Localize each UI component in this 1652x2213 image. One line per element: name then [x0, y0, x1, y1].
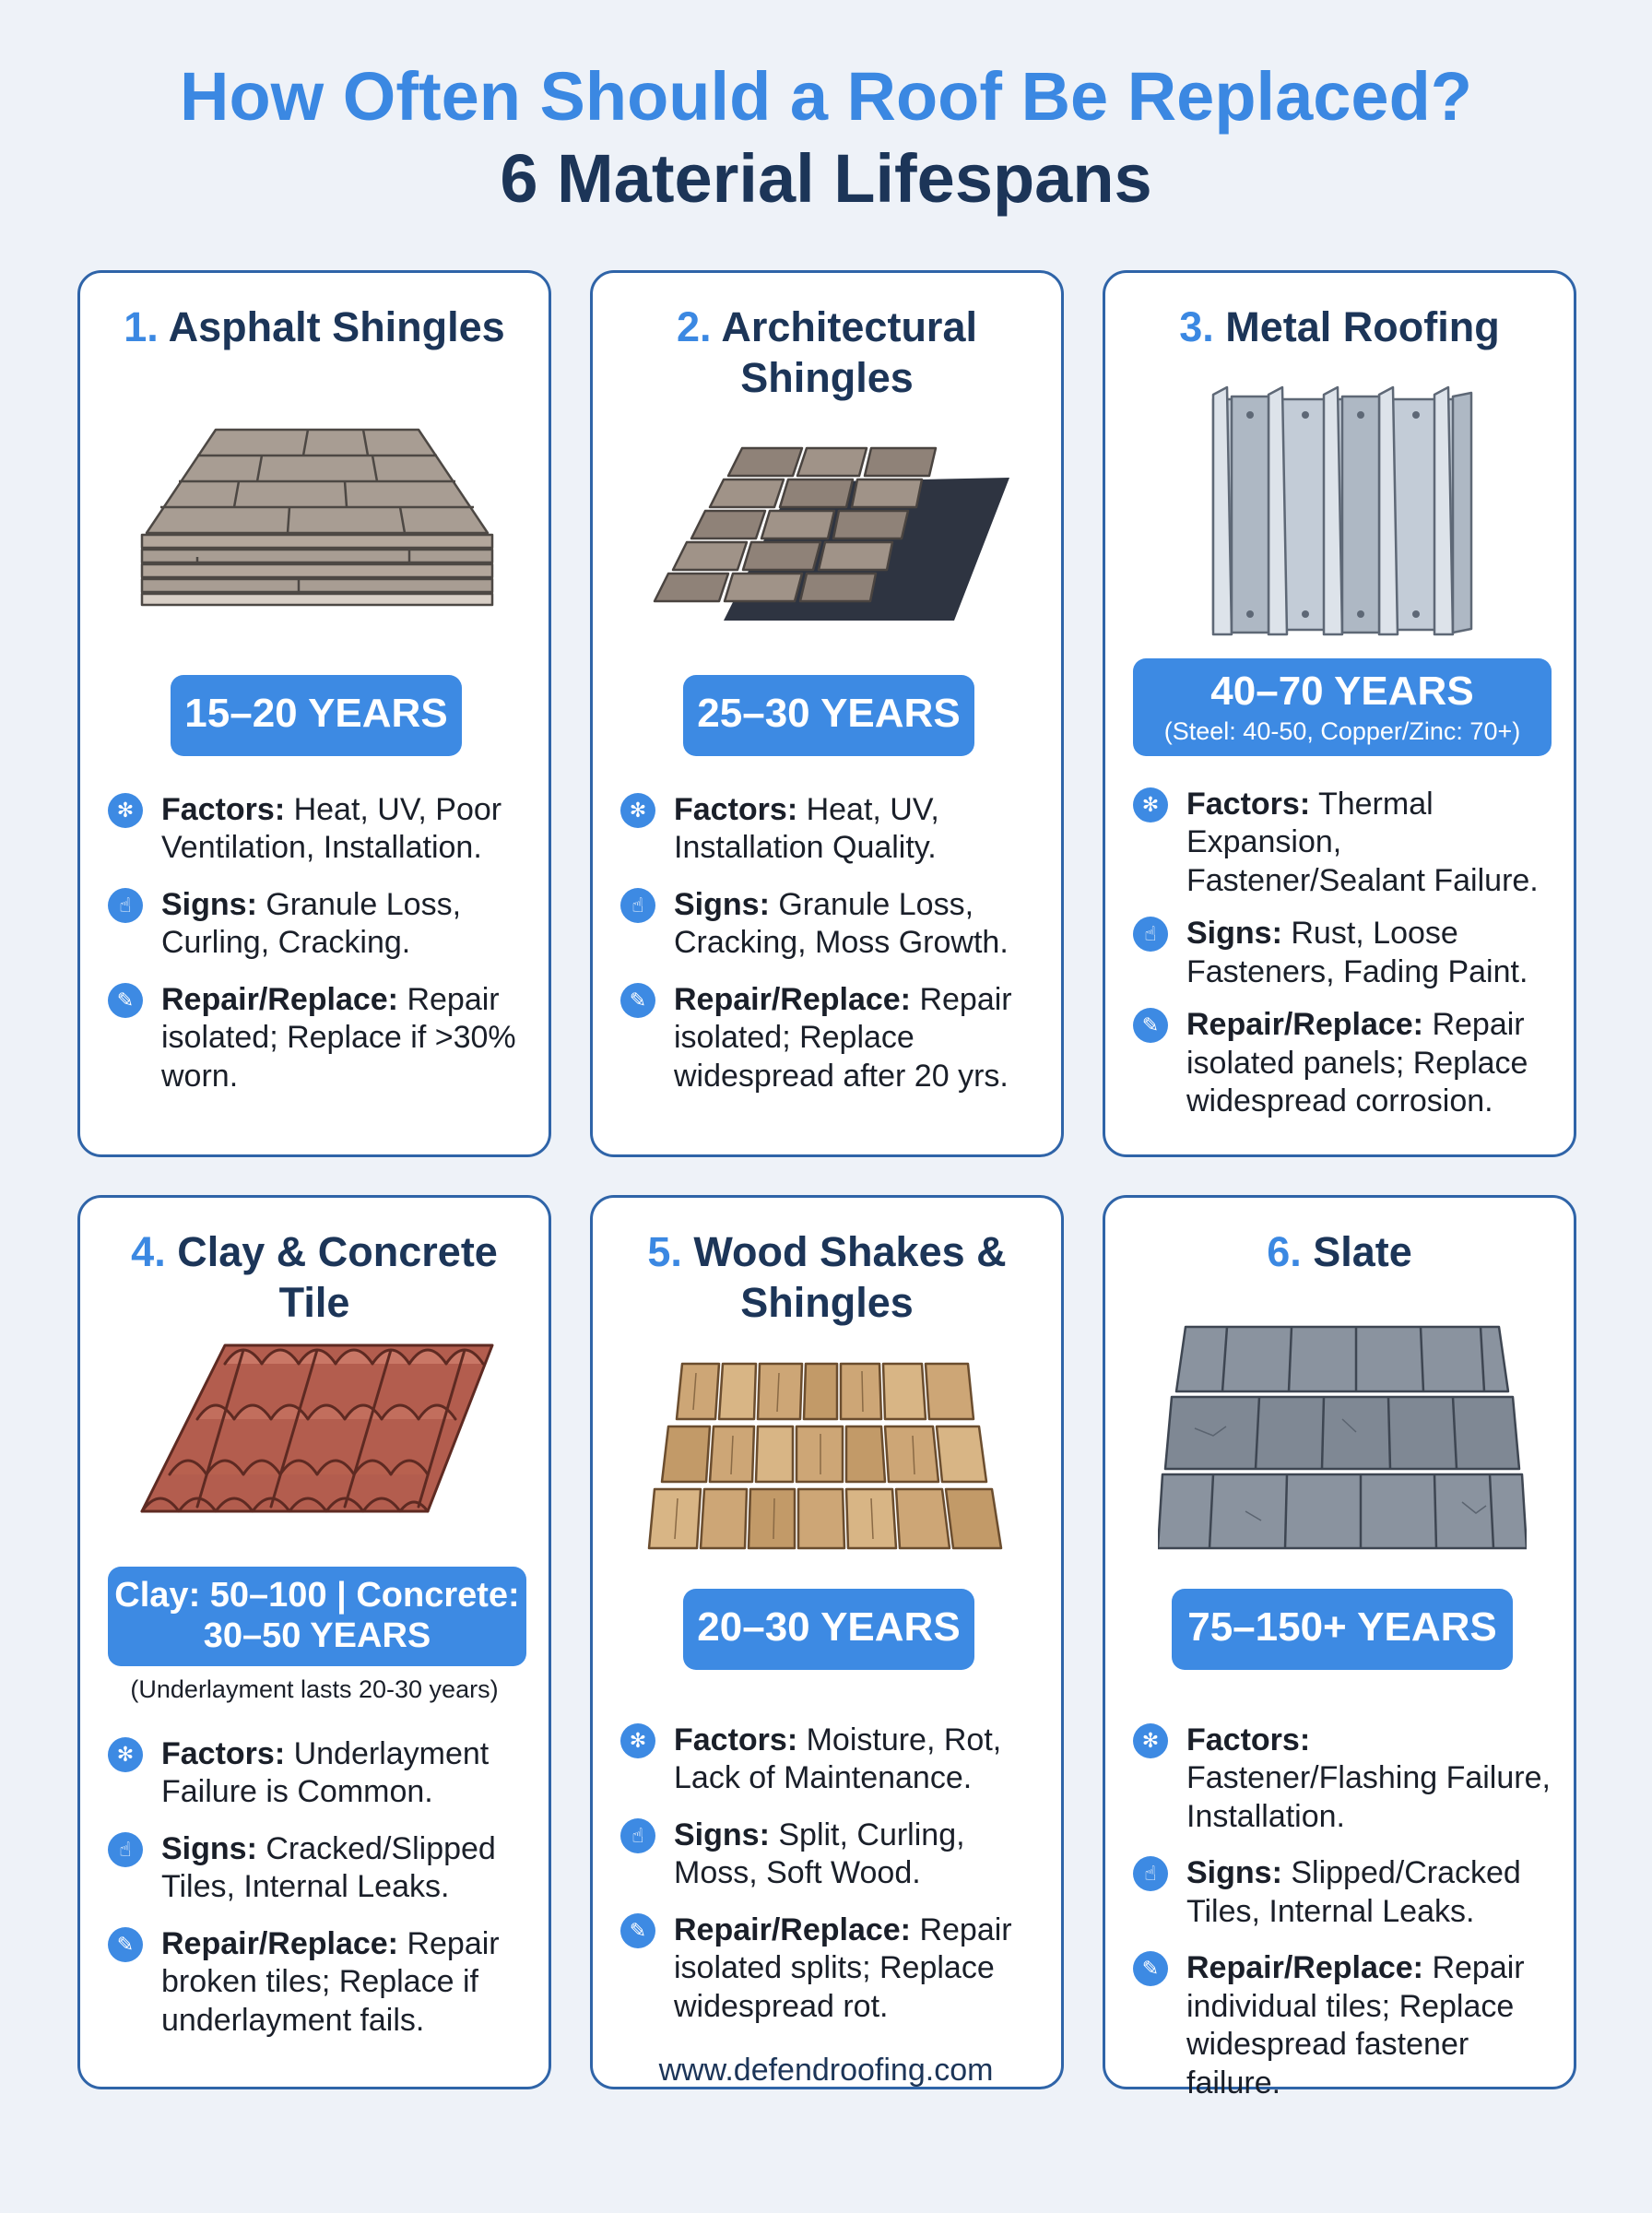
snowflake-icon: ✻: [108, 1737, 143, 1772]
factors-item: ✻ Factors: Heat, UV, Installation Quality.: [620, 791, 1048, 868]
card-details: [108, 791, 536, 1114]
card-clay-concrete-tile: [77, 1195, 551, 2089]
wrench-icon: ✎: [1133, 1951, 1168, 1986]
clay-tile-illustration: [124, 1327, 511, 1548]
card-metal-roofing: [1103, 270, 1576, 1157]
repair-item: ✎ Repair/Replace: Repair individual tiles; Replace widespread fastener failure.: [1133, 1949, 1561, 2102]
lifespan-badge: Clay: 50–100 | Concrete: 30–50 YEARS: [108, 1567, 526, 1666]
pointing-hand-icon: ☝: [620, 888, 655, 923]
card-title: 5. Wood Shakes & Shingles: [647, 1228, 1007, 1326]
card-title: 1. Asphalt Shingles: [124, 303, 505, 350]
card-details: [620, 791, 1048, 1114]
repair-item: ✎ Repair/Replace: Repair isolated; Replace widespread after 20 yrs.: [620, 981, 1048, 1095]
card-asphalt-shingles: [77, 270, 551, 1157]
page-title: How Often Should a Roof Be Replaced?: [180, 58, 1472, 135]
signs-item: ☝ Signs: Rust, Loose Fasteners, Fading Paint.: [1133, 915, 1561, 991]
pointing-hand-icon: ☝: [108, 1832, 143, 1867]
card-details: [108, 1735, 536, 2058]
card-wood-shakes: [590, 1195, 1064, 2089]
snowflake-icon: ✻: [620, 793, 655, 828]
repair-item: ✎ Repair/Replace: Repair isolated splits; Replace widespread rot.: [620, 1911, 1048, 2026]
repair-item: ✎ Repair/Replace: Repair broken tiles; Replace if underlayment fails.: [108, 1925, 536, 2040]
page-subtitle: 6 Material Lifespans: [500, 140, 1152, 218]
pointing-hand-icon: ☝: [108, 888, 143, 923]
pointing-hand-icon: ☝: [1133, 1856, 1168, 1891]
signs-item: ☝ Signs: Granule Loss, Curling, Cracking.: [108, 886, 536, 963]
pointing-hand-icon: ☝: [1133, 917, 1168, 952]
lifespan-badge: 20–30 YEARS: [683, 1589, 974, 1670]
factors-item: ✻ Factors: Moisture, Rot, Lack of Maintenance.: [620, 1722, 1048, 1798]
card-details: [1133, 786, 1561, 1140]
architectural-shingles-illustration: [645, 432, 1014, 634]
signs-item: ☝ Signs: Cracked/Slipped Tiles, Internal Leaks.: [108, 1830, 536, 1907]
snowflake-icon: ✻: [620, 1723, 655, 1758]
snowflake-icon: ✻: [1133, 787, 1168, 822]
wood-shakes-illustration: [645, 1355, 1014, 1576]
repair-item: ✎ Repair/Replace: Repair isolated panels; Replace widespread corrosion.: [1133, 1006, 1561, 1120]
snowflake-icon: ✻: [108, 793, 143, 828]
lifespan-badge: 40–70 YEARS (Steel: 40-50, Copper/Zinc: 70+): [1133, 658, 1552, 756]
footer-website: www.defendroofing.com: [658, 2053, 994, 2088]
page-header: [0, 57, 1652, 218]
repair-item: ✎ Repair/Replace: Repair isolated; Replace if >30% worn.: [108, 981, 536, 1095]
lifespan-badge: 25–30 YEARS: [683, 675, 974, 756]
factors-item: ✻ Factors: Thermal Expansion, Fastener/Sealant Failure.: [1133, 786, 1561, 900]
card-title: 2. Architectural Shingles: [677, 303, 977, 401]
lifespan-note: (Underlayment lasts 20-30 years): [130, 1675, 499, 1703]
metal-roofing-illustration: [1158, 376, 1527, 644]
wrench-icon: ✎: [620, 1913, 655, 1948]
wrench-icon: ✎: [108, 983, 143, 1018]
card-title: 6. Slate: [1267, 1228, 1412, 1275]
card-slate: [1103, 1195, 1576, 2101]
wrench-icon: ✎: [620, 983, 655, 1018]
factors-item: ✻ Factors: Underlayment Failure is Common.: [108, 1735, 536, 1812]
pointing-hand-icon: ☝: [620, 1818, 655, 1853]
lifespan-badge: 75–150+ YEARS: [1172, 1589, 1513, 1670]
wrench-icon: ✎: [108, 1927, 143, 1962]
snowflake-icon: ✻: [1133, 1723, 1168, 1758]
lifespan-badge: 15–20 YEARS: [171, 675, 462, 756]
wrench-icon: ✎: [1133, 1008, 1168, 1043]
slate-illustration: [1158, 1318, 1527, 1557]
card-architectural-shingles: [590, 270, 1064, 1157]
card-title: 3. Metal Roofing: [1179, 303, 1500, 350]
card-details: [620, 1722, 1048, 2044]
asphalt-shingles-illustration: [133, 420, 502, 633]
card-title: 4. Clay & Concrete Tile: [131, 1228, 498, 1326]
signs-item: ☝ Signs: Granule Loss, Cracking, Moss Growth.: [620, 886, 1048, 963]
factors-item: ✻ Factors: Heat, UV, Poor Ventilation, Installation.: [108, 791, 536, 868]
signs-item: ☝ Signs: Split, Curling, Moss, Soft Wood.: [620, 1817, 1048, 1893]
signs-item: ☝ Signs: Slipped/Cracked Tiles, Internal Leaks.: [1133, 1854, 1561, 1931]
factors-item: ✻ Factors: Fastener/Flashing Failure, Installation.: [1133, 1722, 1561, 1836]
